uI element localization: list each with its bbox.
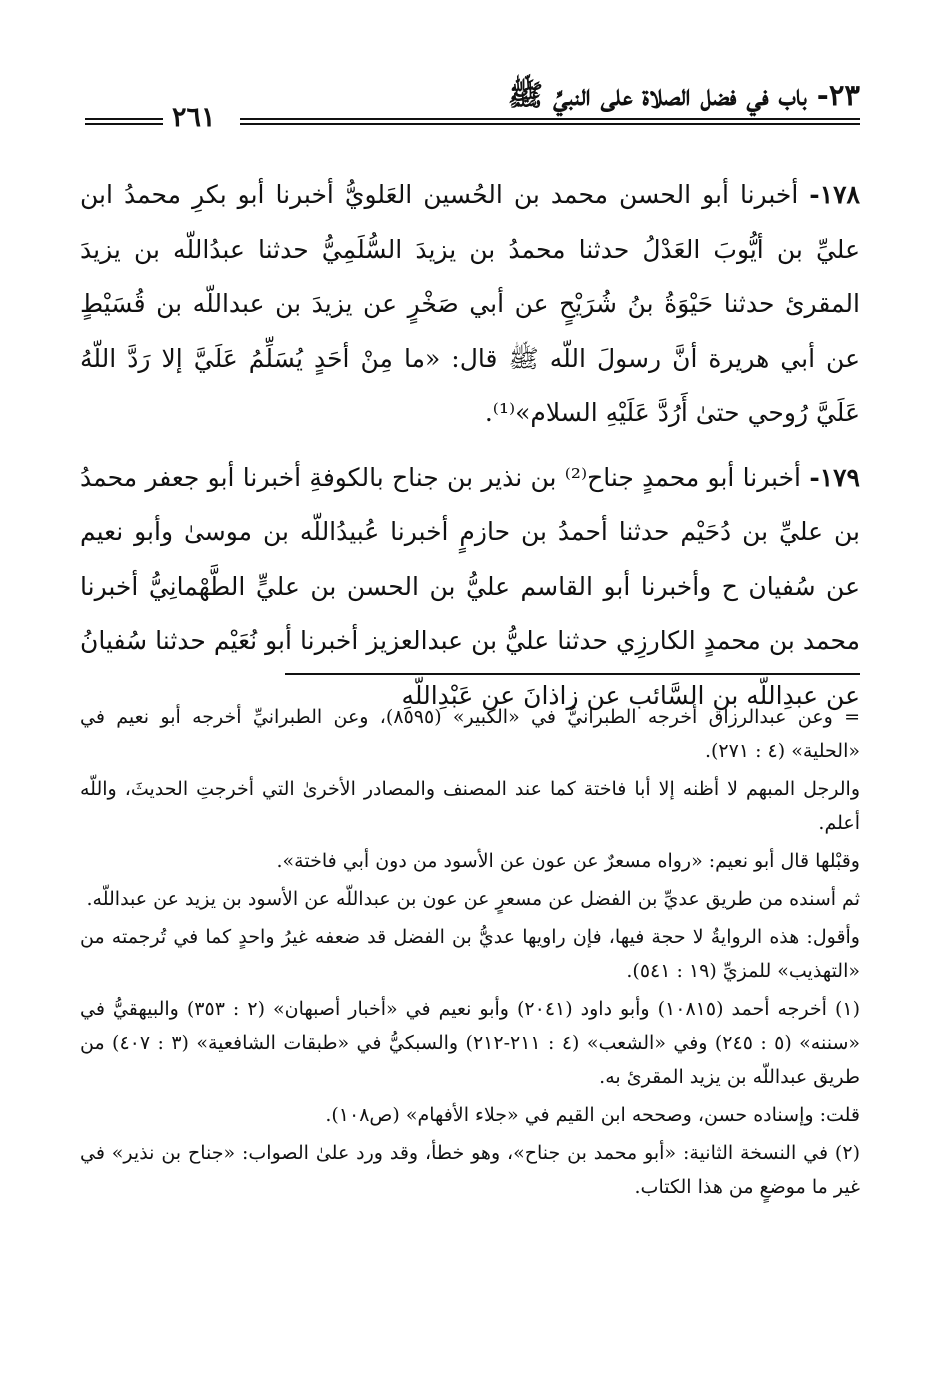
footnote-divider: [285, 673, 860, 675]
footnote-line: قلت: وإسناده حسن، وصححه ابن القيم في «جلاء الأفهام» (ص١٠٨).: [325, 1104, 860, 1126]
hadith-paragraph: [80, 451, 860, 724]
hadith-paragraph: [80, 168, 860, 441]
footnotes: [80, 700, 860, 1208]
footnote-line: ثم أسنده من طريق عديِّ بن الفضل عن مسعرٍ عن عون بن عبداللّه عن الأسود بن يزيد عن عبداللّه.: [86, 888, 860, 910]
chapter-title: ٢٣- باب في فضل الصلاة على النبيِّ ﷺ: [507, 78, 860, 112]
footnote-line: = وعن عبدالرزاق أخرجه الطبرانيُّ في «الكبير» (٨٥٩٥)، وعن الطبرانيِّ أخرجه أبو نعيم في «الحلية» (٤ : ٢٧١).: [80, 706, 860, 762]
page-header: [80, 78, 860, 138]
footnote-line: والرجل المبهم لا أظنه إلا أبا فاختة كما عند المصنف والمصادر الأخرىٰ التي أخرجتِ الحديثَ، واللّه أعلم.: [80, 778, 860, 834]
footnote-line: وقبْلها قال أبو نعيم: «رواه مسعرٌ عن عون عن الأسود من دون أبي فاختة».: [276, 850, 860, 872]
hadith-text: أخبرنا أبو محمدٍ جناح⁽²⁾ بن نذير بن جناح بالكوفةِ أخبرنا أبو جعفر محمدُ بن عليِّ بن دُحَيْم حدثنا أحمدُ بن حازمٍ أخبرنا عُبيدُاللّه بن موسىٰ وأبو نعيم عن سُفيان ح وأخبرنا أبو القاسم عليُّ بن الحسن بن عليٍّ الطَّهْمانِيُّ أخبرنا محمد بن محمدٍ الكارزِي حدثنا عليُّ بن عبدالعزيز أخبرنا أبو نُعَيْم حدثنا سُفيانُ عن عبدِاللّه بن السَّائب عن زاذانَ عن عَبْدِاللّهِ: [80, 462, 860, 710]
footnote-2: (٢) في النسخة الثانية: «أبو محمد بن جناح»، وهو خطأ، وقد ورد علىٰ الصواب: «جناح بن نذير» في غير ما موضعٍ من هذا الكتاب.: [80, 1142, 860, 1198]
main-text: [80, 168, 860, 733]
header-rule: [240, 118, 860, 130]
page-number: ٢٦١: [172, 102, 216, 133]
hadith-number: ١٧٩-: [809, 462, 860, 492]
header-rule-short: [85, 118, 163, 130]
footnote-line: وأقول: هذه الروايةُ لا حجة فيها، فإن راويها عديُّ بن الفضل قد ضعفه غيرُ واحدٍ كما في تُرجمته من «التهذيب» للمزيِّ (١٩ : ٥٤١).: [80, 926, 860, 982]
footnote-1: (١) أخرجه أحمد (١٠٨١٥) وأبو داود (٢٠٤١) وأبو نعيم في «أخبار أصبهان» (٢ : ٣٥٣) والبيهقيُّ في «سننه» (٥ : ٢٤٥) وفي «الشعب» (٤ : ٢١١-٢١٢) والسبكيُّ في «طبقات الشافعية» (٣ : ٤٠٧) من طريق عبداللّه بن يزيد المقرئ به.: [80, 998, 861, 1088]
hadith-number: ١٧٨-: [809, 180, 860, 209]
hadith-text: أخبرنا أبو الحسن محمد بن الحُسين العَلويُّ أخبرنا أبو بكرِ محمدُ ابن عليِّ بن أيُّوبَ العَدْلُ حدثنا محمدُ بن يزيدَ السُّلَمِيُّ حدثنا عبدُاللّه بن يزيدَ المقرئ حدثنا حَيْوَةُ بنُ شُرَيْحٍ عن أبي صَخْرٍ عن يزيدَ بن عبداللّه بن قُسَيْطٍ عن أبي هريرة أنَّ رسولَ اللّه ﷺ قال: «ما مِنْ أحَدٍ يُسَلِّمُ عَلَيَّ إلا رَدَّ اللّهُ عَلَيَّ رُوحي حتىٰ أَرُدَّ عَلَيْهِ السلام»⁽¹⁾.: [80, 180, 860, 427]
